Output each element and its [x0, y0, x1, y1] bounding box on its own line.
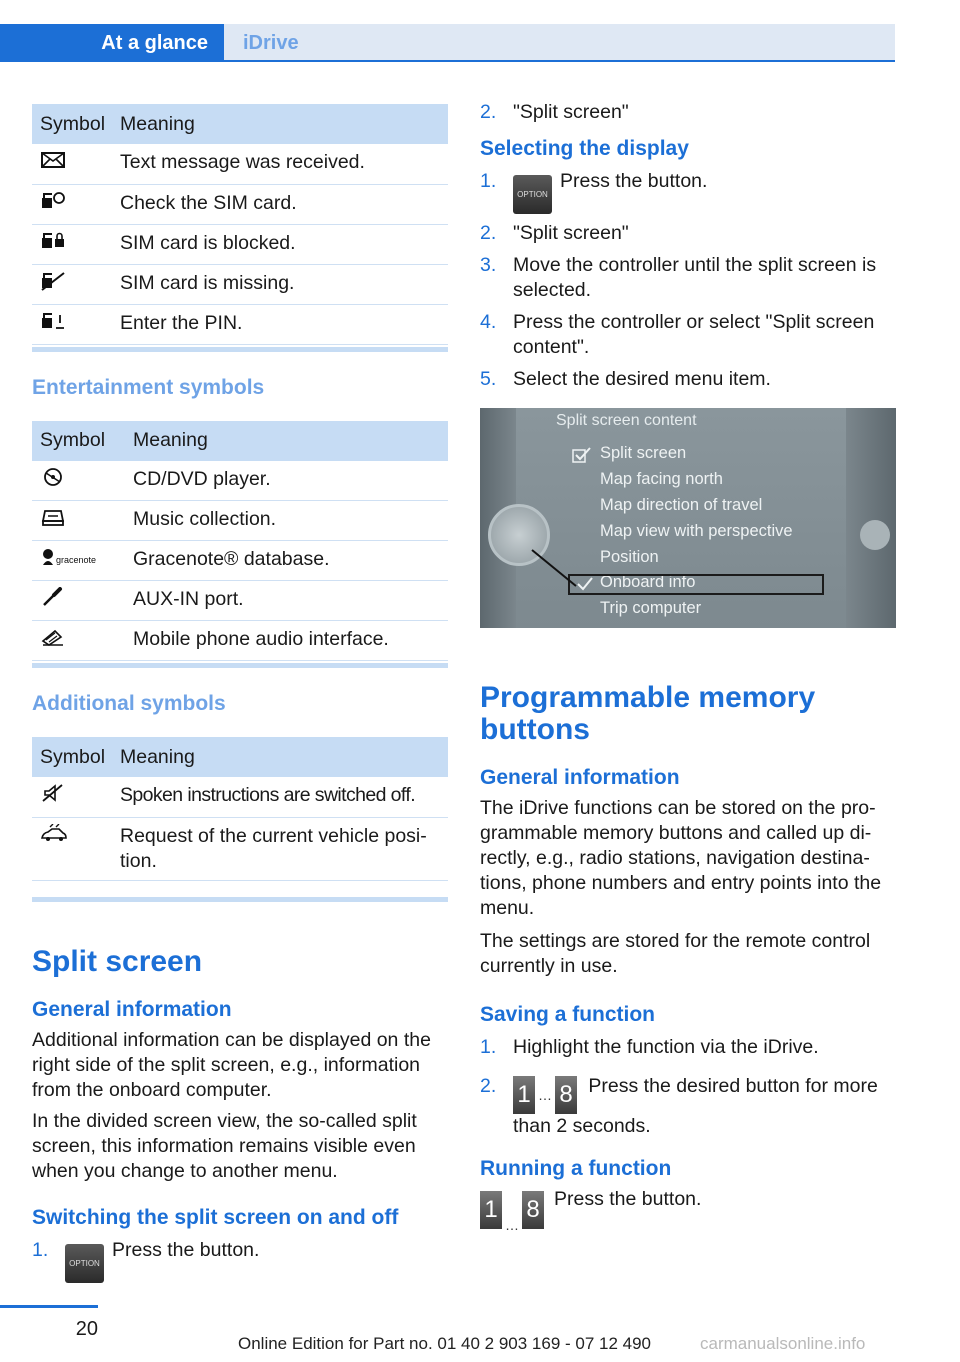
symbol-meaning: Text message was received.	[112, 144, 448, 184]
table-row	[32, 461, 448, 501]
table-row	[32, 581, 448, 621]
step-number: 1.	[480, 1036, 497, 1058]
step-text: Press the button.	[112, 1238, 260, 1261]
switching-heading: Switching the split screen on and off	[32, 1205, 399, 1229]
step-number: 3.	[480, 254, 497, 276]
column-header-meaning: Meaning	[112, 737, 448, 777]
screen-bezel-right	[846, 408, 896, 628]
table-row	[32, 224, 448, 264]
aux-plug-icon	[40, 587, 125, 607]
additional-heading: Additional symbols	[32, 692, 226, 715]
selecting-steps	[480, 169, 896, 392]
table-end-bar	[32, 663, 448, 668]
list-item	[480, 310, 896, 360]
step-number: 2.	[480, 1075, 497, 1097]
entertainment-heading: Entertainment symbols	[32, 375, 265, 399]
option-button-icon: OPTION	[513, 175, 552, 214]
memory-para-1: The iDrive functions can be stored on the pro‐grammable memory buttons and called up di‐rectly, e.g., radio stations, navigation destina‐tions, phone numbers and entry points into the menu.	[480, 797, 882, 919]
step-text: Press the button.	[554, 1188, 702, 1210]
list-item	[480, 169, 896, 214]
step-number: 5.	[480, 368, 497, 390]
menu-item: Trip computer	[600, 599, 702, 617]
page-number: 20	[75, 1318, 98, 1340]
column-header-symbol: Symbol	[32, 104, 112, 144]
disc-icon	[40, 467, 125, 487]
tab-idrive[interactable]: iDrive	[224, 24, 895, 62]
screen-display	[516, 408, 846, 628]
envelope-icon	[40, 150, 112, 170]
table-end-bar	[32, 347, 448, 352]
symbol-meaning: Enter the PIN.	[112, 304, 448, 344]
table-end-bar	[32, 897, 448, 902]
list-item	[480, 367, 896, 392]
sim-check-icon	[40, 191, 112, 211]
step-text: Press the desired button for more than 2 seconds.	[513, 1075, 878, 1137]
split-screen-menu-screenshot	[480, 408, 896, 628]
column-header-meaning: Meaning	[112, 104, 448, 144]
menu-item: Map view with perspective	[600, 522, 793, 540]
symbol-meaning: Check the SIM card.	[112, 184, 448, 224]
menu-item: Onboard info	[600, 573, 696, 591]
symbol-meaning: Spoken instructions are switched off.	[112, 777, 448, 817]
menu-item: Map direction of travel	[600, 496, 763, 514]
memory-button-1-icon: 1	[513, 1076, 535, 1114]
footer-edition: Online Edition for Part no. 01 40 2 903 169 - 07 12 490	[238, 1334, 652, 1353]
table-header-row	[32, 737, 448, 777]
list-item	[480, 1074, 896, 1139]
memory-button-8-icon: 8	[555, 1076, 577, 1114]
running-instruction	[480, 1188, 896, 1238]
symbol-meaning: Music collection.	[125, 501, 448, 541]
selection-highlight	[568, 574, 824, 595]
step-number: 1.	[32, 1238, 49, 1261]
speaker-off-icon	[40, 783, 112, 803]
svg-text:gracenote: gracenote	[56, 555, 97, 565]
memory-para-2: The settings are stored for the remote control currently in use.	[480, 930, 871, 977]
left-column	[32, 104, 448, 1290]
split-screen-title: Split screen	[32, 944, 203, 978]
page-header	[0, 0, 895, 62]
table-row	[32, 501, 448, 541]
right-column	[480, 100, 896, 1238]
menu-item: Map facing north	[600, 470, 723, 488]
menu-item: Position	[600, 548, 659, 566]
table-row	[32, 184, 448, 224]
footer-divider	[0, 1305, 98, 1308]
pin-entry-icon	[40, 311, 112, 331]
side-button-graphic	[860, 520, 890, 550]
memory-general-heading: General information	[480, 766, 680, 789]
step-text: Select the desired menu item.	[513, 368, 771, 390]
split-screen-para-1: Additional information can be displayed on the right side of the split screen, e.g., information from the onboard computer.	[32, 1028, 431, 1101]
sim-missing-icon	[40, 271, 112, 291]
tab-at-a-glance[interactable]: At a glance	[0, 24, 224, 62]
watermark: carmanualsonline.info	[700, 1334, 866, 1353]
step-text: Press the button.	[560, 170, 708, 192]
phone-audio-icon	[40, 627, 125, 647]
symbol-meaning: Gracenote® database.	[125, 541, 448, 581]
phone-symbols-table	[32, 104, 448, 345]
step-number: 2.	[480, 101, 497, 123]
pointer-line	[530, 548, 578, 588]
symbol-meaning: SIM card is blocked.	[112, 224, 448, 264]
column-header-meaning: Meaning	[125, 421, 448, 461]
step-text: "Split screen"	[513, 101, 629, 123]
vehicle-position-icon	[40, 824, 112, 844]
saving-heading: Saving a function	[480, 1003, 656, 1026]
split-screen-para-2: In the divided screen view, the so-called split screen, this information remains visible even when you change to another menu.	[32, 1109, 417, 1182]
step-number: 1.	[480, 170, 497, 192]
step-text: Press the controller or select "Split screen content".	[513, 311, 875, 358]
symbol-meaning: Mobile phone audio interface.	[125, 621, 448, 661]
switching-steps-continued	[480, 100, 896, 125]
memory-button-8-icon: 8	[522, 1191, 544, 1229]
ellipsis: …	[538, 1087, 552, 1103]
checkbox-check-icon	[572, 446, 594, 464]
step-text: Highlight the function via the iDrive.	[513, 1036, 819, 1058]
music-collection-icon	[40, 507, 125, 527]
list-item	[480, 1035, 896, 1060]
step-text: Move the controller until the split screen is selected.	[513, 254, 877, 301]
header-divider	[0, 60, 895, 62]
table-row	[32, 621, 448, 661]
switching-steps	[32, 1238, 448, 1283]
step-text: "Split screen"	[513, 222, 629, 244]
entertainment-symbols-table	[32, 421, 448, 662]
step-number: 4.	[480, 311, 497, 333]
list-item	[480, 100, 896, 125]
memory-button-1-icon: 1	[480, 1191, 502, 1229]
sim-blocked-icon	[40, 231, 112, 251]
additional-symbols-table	[32, 737, 448, 881]
running-heading: Running a function	[480, 1157, 672, 1180]
table-row	[32, 304, 448, 344]
table-header-row	[32, 421, 448, 461]
gracenote-icon	[40, 547, 125, 567]
saving-steps	[480, 1035, 896, 1139]
step-number: 2.	[480, 222, 497, 244]
table-row	[32, 817, 448, 880]
symbol-meaning: Request of the current vehicle posi‐tion.	[112, 817, 448, 880]
selecting-display-heading: Selecting the display	[480, 137, 689, 160]
memory-buttons-title: Programmable memory buttons	[480, 681, 816, 746]
menu-item: Split screen	[600, 444, 687, 462]
column-header-symbol: Symbol	[32, 737, 112, 777]
list-item	[480, 253, 896, 303]
ellipsis: …	[505, 1217, 519, 1233]
symbol-meaning: CD/DVD player.	[125, 461, 448, 501]
list-item	[480, 221, 896, 246]
general-info-heading: General information	[32, 997, 232, 1021]
table-header-row	[32, 104, 448, 144]
symbol-meaning: AUX-IN port.	[125, 581, 448, 621]
screenshot-title: Split screen content	[556, 412, 697, 429]
table-row	[32, 144, 448, 184]
table-row	[32, 777, 448, 817]
symbol-meaning: SIM card is missing.	[112, 264, 448, 304]
table-row	[32, 541, 448, 581]
list-item	[32, 1238, 448, 1283]
column-header-symbol: Symbol	[32, 421, 125, 461]
checkmark-icon	[576, 576, 594, 592]
table-row	[32, 264, 448, 304]
option-button-icon: OPTION	[65, 1244, 104, 1283]
